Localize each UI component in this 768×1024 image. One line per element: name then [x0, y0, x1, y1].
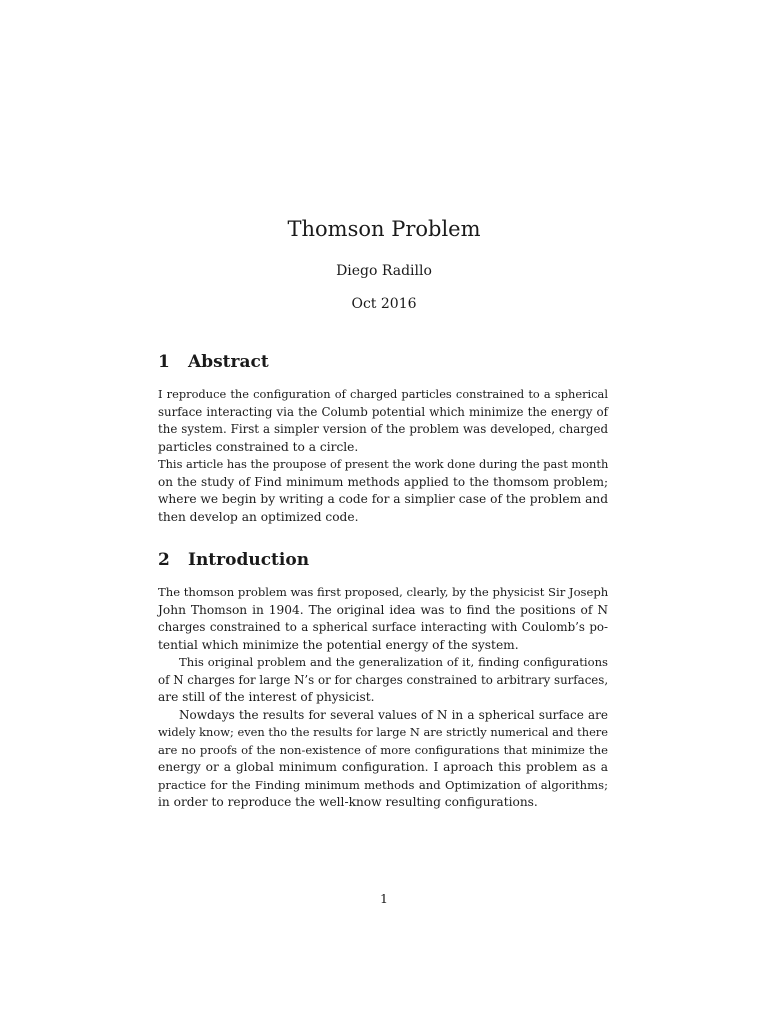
text-line: This article has the proupose of present the work done during the past month: [158, 457, 609, 471]
text-line: the system. First a simpler version of the problem was developed, charged: [158, 422, 608, 436]
text-line: tential which minimize the potential energy of the system.: [158, 637, 519, 652]
text-line: widely know; even tho the results for large N are strictly numerical and there: [158, 725, 608, 739]
text-line: in order to reproduce the well-know resulting configurations.: [158, 795, 538, 809]
section-number: 2: [158, 550, 170, 570]
section-heading-abstract: [158, 350, 269, 374]
introduction-body: [158, 584, 608, 812]
section-number: 1: [158, 352, 170, 372]
text-line: on the study of Find minimum methods applied to the thomsom problem;: [158, 474, 608, 489]
section-title: Abstract: [188, 352, 269, 372]
text-line: practice for the Finding minimum methods and Optimization of algorithms;: [158, 777, 608, 792]
text-line: John Thomson in 1904. The original idea was to find the positions of N: [158, 602, 608, 617]
text-line: particles constrained to a circle.: [158, 439, 359, 454]
text-line: then develop an optimized code.: [158, 509, 359, 524]
section-heading-introduction: [158, 548, 309, 572]
paper-author: Diego Radillo: [336, 263, 432, 279]
abstract-body: [158, 386, 608, 526]
text-line: Nowdays the results for several values of N in a spherical surface are: [179, 707, 608, 722]
text-line: charges constrained to a spherical surface interacting with Coulomb’s po-: [158, 620, 608, 634]
text-line: are no proofs of the non-existence of more configurations that minimize the: [158, 742, 608, 757]
text-line: of N charges for large N’s or for charges constrained to arbitrary surfaces,: [158, 672, 609, 687]
page-number: 1: [380, 891, 388, 906]
text-line: The thomson problem was first proposed, clearly, by the physicist Sir Joseph: [158, 585, 609, 599]
text-line: This original problem and the generalization of it, finding configurations: [179, 655, 608, 669]
text-line: surface interacting via the Columb potential which minimize the energy of: [158, 404, 608, 419]
text-line: are still of the interest of physicist.: [158, 690, 375, 704]
text-line: I reproduce the configuration of charged particles constrained to a spherical: [158, 387, 608, 401]
text-line: where we begin by writing a code for a simplier case of the problem and: [158, 492, 608, 506]
section-title: Introduction: [188, 550, 310, 570]
text-line: energy or a global minimum configuration. I aproach this problem as a: [158, 760, 608, 774]
paper-date: Oct 2016: [351, 296, 417, 312]
paper-title: Thomson Problem: [287, 217, 481, 241]
